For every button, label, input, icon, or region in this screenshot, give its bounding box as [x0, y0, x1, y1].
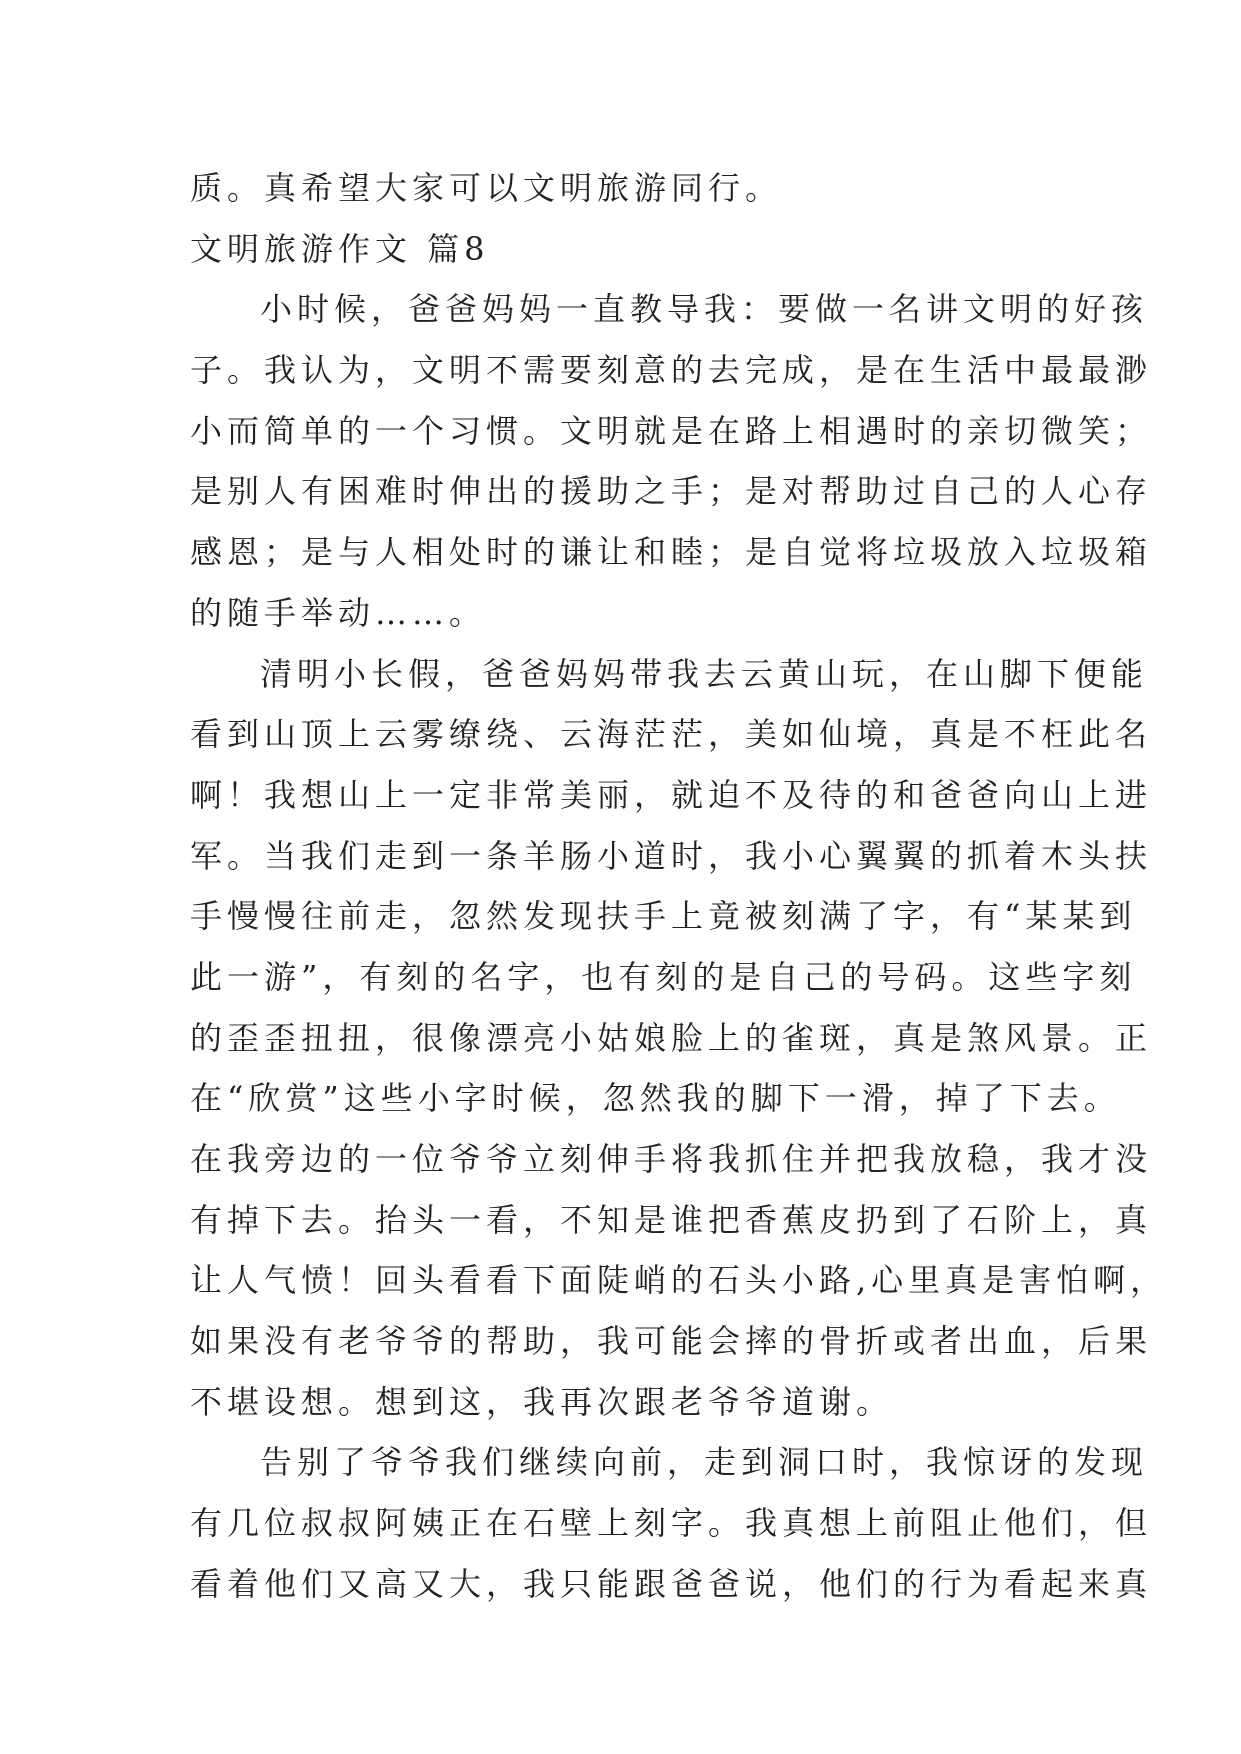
text-line-continuation: 质。真希望大家可以文明旅游同行。 — [190, 169, 783, 207]
paragraph-2-line-6: 此一游”，有刻的名字，也有刻的是自己的号码。这些字刻 — [190, 957, 1137, 996]
paragraph-2-line-9: 在我旁边的一位爷爷立刻伸手将我抓住并把我放稳，我才没 — [190, 1140, 1153, 1178]
paragraph-2-line-10: 有掉下去。抬头一看，不知是谁把香蕉皮扔到了石阶上，真 — [190, 1200, 1153, 1239]
paragraph-2-line-5: 手慢慢往前走，忽然发现扶手上竟被刻满了字，有“某某到 — [190, 897, 1137, 936]
paragraph-3-line-1: 告别了爷爷我们继续向前，走到洞口时，我惊讶的发现 — [260, 1443, 1149, 1482]
paragraph-2-line-7: 的歪歪扭扭，很像漂亮小姑娘脸上的雀斑，真是煞风景。正 — [190, 1018, 1153, 1057]
paragraph-2-line-13: 不堪设想。想到这，我再次跟老爷爷道谢。 — [190, 1382, 894, 1421]
paragraph-2-line-8: 在“欣赏”这些小字时候，忽然我的脚下一滑，掉了下去。 — [190, 1079, 1121, 1118]
essay-heading: 文明旅游作文 篇8 — [190, 229, 490, 268]
essay-body — [190, 158, 1168, 1615]
paragraph-1-line-4: 是别人有困难时伸出的援助之手；是对帮助过自己的人心存 — [190, 472, 1153, 511]
paragraph-1-line-1: 小时候，爸爸妈妈一直教导我：要做一名讲文明的好孩 — [260, 290, 1149, 329]
paragraph-2-line-1: 清明小长假，爸爸妈妈带我去云黄山玩，在山脚下便能 — [260, 654, 1149, 693]
paragraph-1-line-6: 的随手举动……。 — [190, 593, 487, 632]
paragraph-1-line-2: 子。我认为，文明不需要刻意的去完成，是在生活中最最渺 — [190, 351, 1153, 390]
paragraph-2-line-12: 如果没有老爷爷的帮助，我可能会摔的骨折或者出血，后果 — [190, 1322, 1153, 1361]
paragraph-2-line-2: 看到山顶上云雾缭绕、云海茫茫，美如仙境，真是不枉此名 — [190, 715, 1153, 754]
paragraph-2-line-4: 军。当我们走到一条羊肠小道时，我小心翼翼的抓着木头扶 — [190, 836, 1153, 875]
paragraph-2-line-11: 让人气愤！回头看看下面陡峭的石头小路,心里真是害怕啊， — [190, 1261, 1168, 1300]
paragraph-1-line-5: 感恩；是与人相处时的谦让和睦；是自觉将垃圾放入垃圾箱 — [190, 533, 1153, 572]
paragraph-3-line-3: 看着他们又高又大，我只能跟爸爸说，他们的行为看起来真 — [190, 1564, 1153, 1603]
paragraph-2-line-3: 啊！我想山上一定非常美丽，就迫不及待的和爸爸向山上进 — [190, 775, 1153, 814]
paragraph-3-line-2: 有几位叔叔阿姨正在石壁上刻字。我真想上前阻止他们，但 — [190, 1504, 1153, 1543]
paragraph-1-line-3: 小而简单的一个习惯。文明就是在路上相遇时的亲切微笑； — [190, 411, 1153, 450]
